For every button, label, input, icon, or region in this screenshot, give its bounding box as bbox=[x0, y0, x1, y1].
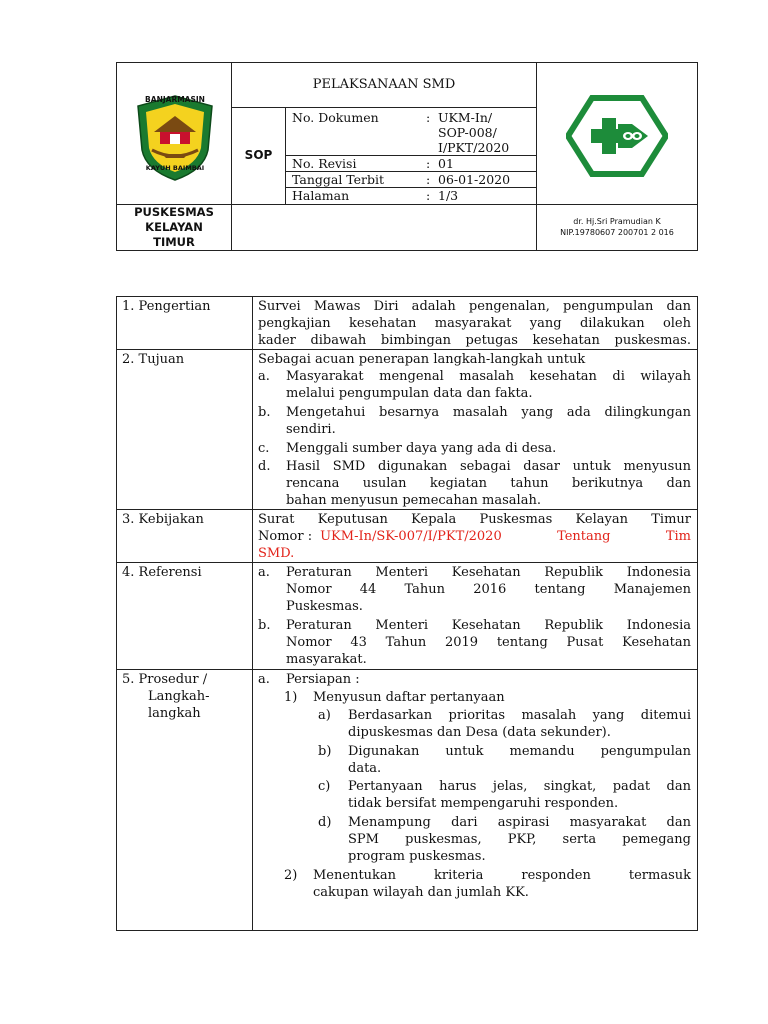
section-label: 3. Kebijakan bbox=[122, 512, 204, 527]
meta-label: No. Revisi bbox=[292, 156, 357, 171]
list-item bbox=[258, 404, 691, 438]
section-intro: Sebagai acuan penerapan langkah-langkah untuk bbox=[258, 352, 586, 367]
list-marker: b. bbox=[258, 405, 271, 420]
section-label bbox=[122, 671, 250, 722]
meta-sep: : bbox=[426, 156, 431, 171]
meta-value: 01 bbox=[438, 156, 454, 171]
meta-label: Tanggal Terbit bbox=[292, 172, 385, 187]
list-line: Hasil SMD digunakan sebagai dasar untuk menyusun bbox=[286, 459, 691, 474]
list-line: Menampung dari aspirasi masyarakat dan bbox=[348, 815, 691, 830]
list-line: Menentukan kriteria responden termasuk bbox=[313, 868, 691, 883]
list-line: Digunakan untuk memandu pengumpulan bbox=[348, 744, 691, 759]
list-line: Mengetahui besarnya masalah yang ada dilingkungan bbox=[286, 405, 691, 420]
list-line: Peraturan Menteri Kesehatan Republik Indonesia bbox=[286, 565, 691, 580]
list-line: Peraturan Menteri Kesehatan Republik Indonesia bbox=[286, 618, 691, 633]
meta-value: 06-01-2020 bbox=[438, 172, 511, 187]
list-marker: d. bbox=[258, 459, 271, 474]
list-item bbox=[258, 564, 691, 615]
list-marker: a) bbox=[318, 708, 331, 723]
meta-value: 1/3 bbox=[438, 188, 459, 203]
label-line: Langkah- bbox=[148, 689, 210, 704]
list-item bbox=[258, 617, 691, 668]
list-marker: a. bbox=[258, 565, 270, 580]
list-line: sendiri. bbox=[286, 422, 336, 437]
section-label: 1. Pengertian bbox=[122, 299, 211, 314]
body-text: Nomor : bbox=[258, 529, 313, 544]
sop-label: SOP bbox=[244, 148, 273, 162]
meta-label: No. Dokumen bbox=[292, 110, 379, 125]
page-title: PELAKSANAAN SMD bbox=[312, 77, 456, 92]
org-name-line: KELAYAN bbox=[145, 220, 203, 234]
list-marker: c) bbox=[318, 779, 331, 794]
body-line: Surat Keputusan Kepala Puskesmas Kelayan Timur bbox=[258, 512, 691, 527]
section-body bbox=[258, 298, 691, 349]
logo-top-text: BANJARMASIN bbox=[145, 95, 205, 104]
list-item bbox=[258, 458, 691, 509]
meta-value: I/PKT/2020 bbox=[438, 140, 510, 155]
list-line: rencana usulan kegiatan tahun berikutnya dan bbox=[286, 476, 691, 491]
sub-item bbox=[318, 707, 691, 741]
list-line: SPM puskesmas, PKP, serta pemegang bbox=[348, 832, 691, 847]
meta-sep: : bbox=[426, 110, 431, 125]
list-line: cakupan wilayah dan jumlah KK. bbox=[313, 885, 529, 900]
meta-value: UKM-In/ bbox=[438, 110, 493, 125]
list-line: bahan menyusun pemecahan masalah. bbox=[286, 493, 541, 508]
meta-sep: : bbox=[426, 172, 431, 187]
list-line: dipuskesmas dan Desa (data sekunder). bbox=[348, 725, 611, 740]
body-line: Survei Mawas Diri adalah pengenalan, pengumpulan dan bbox=[258, 299, 691, 314]
list-marker: a. bbox=[258, 672, 270, 687]
list-line: Menggali sumber daya yang ada di desa. bbox=[286, 441, 557, 456]
signer-name: dr. Hj.Sri Pramudian K bbox=[573, 217, 661, 226]
sub-item bbox=[318, 743, 691, 777]
list-item bbox=[258, 440, 691, 457]
list-marker: 1) bbox=[284, 690, 298, 705]
section-label: 2. Tujuan bbox=[122, 352, 185, 367]
meta-value: SOP-008/ bbox=[438, 125, 497, 140]
list-marker: 2) bbox=[284, 868, 298, 883]
signer-nip: NIP.19780607 200701 2 016 bbox=[560, 228, 674, 237]
org-name-line: TIMUR bbox=[153, 235, 195, 249]
meta-label: Halaman bbox=[292, 188, 350, 203]
list-line: Pertanyaan harus jelas, singkat, padat dan bbox=[348, 779, 691, 794]
list-marker: a. bbox=[258, 369, 270, 384]
list-marker: d) bbox=[318, 815, 332, 830]
step-item bbox=[284, 867, 691, 901]
list-item bbox=[258, 368, 691, 402]
step-heading: Persiapan : bbox=[286, 672, 360, 687]
meta-sep: : bbox=[426, 188, 431, 203]
signer-block bbox=[537, 216, 697, 238]
puskesmas-logo bbox=[566, 94, 668, 178]
body-line: kader dibawah bimbingan petugas kesehatan puskesmas. bbox=[258, 333, 691, 348]
list-line: Nomor 43 Tahun 2019 tentang Pusat Kesehatan bbox=[286, 635, 691, 650]
section-label: 4. Referensi bbox=[122, 565, 202, 580]
list-line: tidak bersifat mempengaruhi responden. bbox=[348, 796, 619, 811]
org-name-line: PUSKESMAS bbox=[134, 205, 214, 219]
label-line: 5. Prosedur / bbox=[122, 672, 208, 687]
list-line: data. bbox=[348, 761, 382, 776]
sub-item bbox=[318, 814, 691, 865]
list-line: masyarakat. bbox=[286, 652, 367, 667]
logo-bottom-text: KAYUH BAIMBAI bbox=[145, 164, 205, 172]
list-line: melalui pengumpulan data dan fakta. bbox=[286, 386, 533, 401]
list-line: Berdasarkan prioritas masalah yang ditemui bbox=[348, 708, 691, 723]
banjarmasin-logo bbox=[132, 92, 218, 184]
org-name bbox=[117, 205, 231, 250]
section-body bbox=[258, 511, 691, 562]
step-text: Menyusun daftar pertanyaan bbox=[313, 690, 505, 705]
list-line: program puskesmas. bbox=[348, 849, 486, 864]
list-line: Nomor 44 Tahun 2016 tentang Manajemen bbox=[286, 582, 691, 597]
list-marker: b) bbox=[318, 744, 332, 759]
decree-tail: SMD. bbox=[258, 546, 295, 561]
label-line: langkah bbox=[148, 706, 201, 721]
list-marker: c. bbox=[258, 441, 270, 456]
list-marker: b. bbox=[258, 618, 271, 633]
list-line: Puskesmas. bbox=[286, 599, 363, 614]
list-line: Masyarakat mengenal masalah kesehatan di wilayah bbox=[286, 369, 691, 384]
decree-number: UKM-In/SK-007/I/PKT/2020 Tentang Tim bbox=[320, 529, 691, 544]
sub-item bbox=[318, 778, 691, 812]
body-line: pengkajian kesehatan masyarakat yang dilakukan oleh bbox=[258, 316, 691, 331]
